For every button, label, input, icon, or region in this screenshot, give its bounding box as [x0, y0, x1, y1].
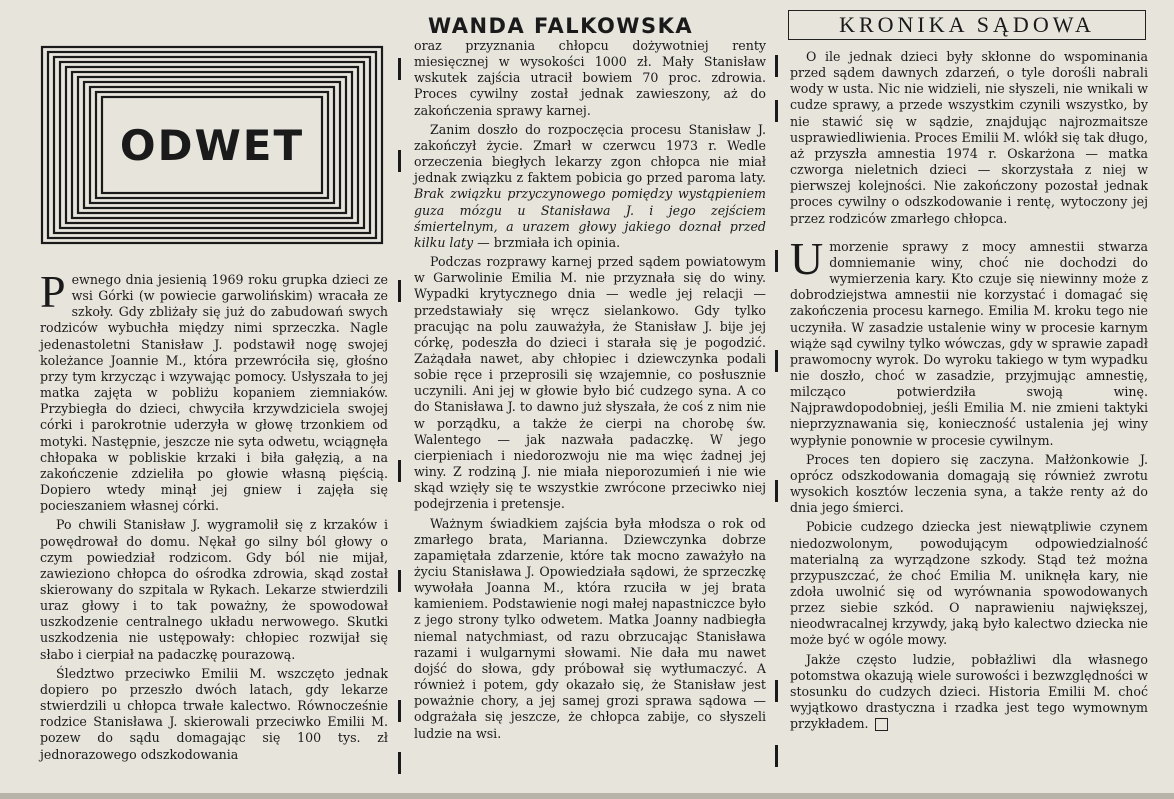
end-mark-icon [875, 718, 888, 731]
drop-cap: P [40, 266, 66, 317]
divider-bar [775, 480, 778, 502]
paragraph-text: ewnego dnia jesienią 1969 roku grupka dzieci ze wsi Górki (w powiecie garwolińskim) wracała ze szkoły. Gdy zbliżały się już do zabudowań swych rodziców wybuchła między nimi sprzeczka. Nagle jedenastoletni Stanisław J. podstawił nogę swojej koleżance Joannie M., która przewróciła się, głośno przy tym krzycząc i wzywając pomocy. Usłyszała to jej matka zajęta w pobliżu kopaniem ziemniaków. Przybiegła do dzieci, chwyciła krzywdziciela swojej córki i parokrotnie uderzyła w głowę trzonkiem od motyki. Następnie, jeszcze nie syta odwetu, wciągnęła chłopaka w pobliskie krzaki i biła gałęzią, a na zakończenie zdzieliła po głowie własną pięścią. Dopiero wtedy minął jej gniew i zajęła się pocieszaniem własnej córki. [40, 272, 388, 514]
divider-bar [398, 752, 401, 774]
paragraph: Po chwili Stanisław J. wygramolił się z krzaków i powędrował do domu. Nękał go silny ból głowy o czym powiedział rodzicom. Gdy ból nie mijał, zawieziono chłopca do ośrodka zdrowia, skąd został skierowany do szpitala w Rykach. Lekarze stwierdzili uraz głowy i to tak poważny, że spowodował uszkodzenie centralnego układu nerwowego. Skutki uszkodzenia nie ustępowały: chłopiec rozwijał się słabo i cierpiał na padaczkę pourazową. [40, 517, 388, 662]
divider-bar [398, 700, 401, 722]
paragraph: Podczas rozprawy karnej przed sądem powiatowym w Garwolinie Emilia M. nie przyznała się do winy. Wypadki krytycznego dnia — wedle jej relacji — przedstawiały się wręcz sielankowo. Gdy tylko pracując na polu zauważyła, że Stanisław J. bije jej córkę, podeszła do dzieci i starała się je pogodzić. Zażądała nawet, aby chłopiec i dziewczynka podali sobie ręce i przeprosili się wzajemnie, co posłusznie uczynili. Ani jej w głowie było bić cudzego syna. A co do Stanisława J. to dawno już słyszała, że coś z nim nie w porządku, a także że cierpi na chorobę św. Walentego — jak nazwała padaczkę. W jego cierpieniach i niedorozwoju nie ma więc żadnej jej winy. Z rodziną J. nie miała nieporozumień i nie wie skąd wzięły się te wszystkie zwrócone przeciwko niej podejrzenia i pretensje. [414, 254, 766, 512]
divider-bar [398, 280, 401, 302]
divider-bar [775, 745, 778, 767]
paragraph-text: morzenie sprawy z mocy amnestii stwarza domniemanie winy, choć nie dochodzi do wymierzenia kary. Kto czuje się niewinny może z dobrodziejstwa amnestii nie korzystać i domagać się zakończenia procesu karnego. Emilia M. kroku tego nie uczyniła. W zasadzie ustalenie winy w procesie karnym wiąże sąd cywilny tylko wówczas, gdy w sprawie zapadł prawomocny wyrok. Do wyroku takiego w tym wypadku nie doszło, choć w zasadzie, przyjmując amnestię, milcząco potwierdziła swoją winę. Najprawdopodobniej, jeśli Emilia M. nie zmieni taktyki nieprzyznawania się, konieczność ustalenia jej winy wypłynie ponownie w procesie cywilnym. [790, 238, 1148, 448]
paragraph-text: Zanim doszło do rozpoczęcia procesu Stanisław J. zakończył życie. Zmarł w czerwcu 1973 r. Wedle orzeczenia biegłych lekarzy zgon chłopca nie miał jednak związku z faktem pobicia go przed paroma laty. [414, 121, 766, 186]
drop-cap: U [790, 232, 824, 284]
paragraph [40, 266, 388, 514]
divider-bar [398, 58, 401, 80]
title-graphic [40, 45, 384, 245]
paragraph-text: Jakże często ludzie, pobłażliwi dla własnego potomstwa okazują wiele surowości i bezwzględności w stosunku do cudzych dzieci. Historia Emilii M. choć wyjątkowo drastyczna i rzadka jest tego wymownym przykładem. [790, 651, 1148, 732]
text-column-3 [790, 49, 1148, 732]
paragraph: Ważnym świadkiem zajścia była młodsza o rok od zmarłego brata, Marianna. Dziewczynka dobrze zapamiętała zdarzenie, które tak mocno zaważyło na życiu Stanisława J. Opowiedziała sądowi, że sprzeczkę wywołała Joanna M., która rzuciła w jej brata kamieniem. Podstawienie nogi małej napastniczce było z jego strony tylko odwetem. Matka Joanny nadbiegła niemal natychmiast, od razu obrzucając Stanisława razami i wulgarnymi słowami. Nie dała mu nawet dojść do słowa, gdy próbował się wytłumaczyć. A również i potem, gdy okazało się, że Stanisław jest poważnie chory, a jej samej grozi sprawa sądowa — odgrażała się jeszcze, że chłopca zabije, co słyszeli ludzie na wsi. [414, 515, 766, 741]
divider-bar [398, 570, 401, 592]
article-title: ODWET [119, 121, 305, 170]
author-name: WANDA FALKOWSKA [428, 14, 694, 38]
paragraph: Pobicie cudzego dziecka jest niewątpliwie czynem niedozwolonym, powodującym odpowiedzialność materialną za wyrządzone szkody. Stąd też można przypuszczać, że choć Emilia M. uniknęła kary, nie zdoła uwolnić się od wyrównania spowodowanych przez siebie szkód. O naprawieniu największej, nieodwracalnej krzywdy, jaką było kalectwo dziecka nie może być w ogóle mowy. [790, 519, 1148, 648]
section-heading: KRONIKA SĄDOWA [788, 10, 1146, 40]
divider-bar [775, 100, 778, 122]
paragraph: oraz przyznania chłopcu dożywotniej renty miesięcznej w wysokości 1000 zł. Mały Stanisław wskutek zajścia utracił bowiem 70 proc. zdrowia. Proces cywilny został jednak zawieszony, aż do zakończenia sprawy karnej. [414, 38, 766, 118]
divider-bar [775, 250, 778, 272]
paragraph: Śledztwo przeciwko Emilii M. wszczęto jednak dopiero po przeszło dwóch latach, gdy lekarze stwierdzili u chłopca trwałe kalectwo. Równocześnie rodzice Stanisława J. skierowali przeciwko Emilii M. pozew do sądu domagając się 100 tys. zł jednorazowego odszkodowania [40, 665, 388, 762]
paragraph: Proces ten dopiero się zaczyna. Małżonkowie J. oprócz odszkodowania domagają się również zwrotu wysokich kosztów leczenia syna, a także renty aż do dnia jego śmierci. [790, 451, 1148, 516]
divider-bar [775, 55, 778, 77]
divider-bar [398, 460, 401, 482]
paragraph [790, 652, 1148, 733]
quoted-opinion: Brak związku przyczynowego pomiędzy wystąpieniem guza mózgu u Stanisława J. i jego zejściem śmiertelnym, a urazem głowy jakiego doznał przed kilku laty [414, 186, 766, 250]
divider-bar [398, 150, 401, 172]
paragraph [414, 122, 766, 251]
text-column-1 [40, 266, 388, 763]
text-column-2 [414, 38, 766, 742]
paragraph: O ile jednak dzieci były skłonne do wspominania przed sądem dawnych zdarzeń, o tyle dorośli nabrali wody w usta. Nic nie widzieli, nie słyszeli, nie wnikali w cudze sprawy, a przede wszystkim czynili wszystko, by nie stawić się w sądzie, znajdując najrozmaitsze usprawiedliwienia. Proces Emilii M. wlókł się tak długo, aż przyszła amnestia 1974 r. Oskarżona — matka czworga nieletnich dzieci — skorzystała z niej w pierwszej kolejności. Nie zakończony pozostał jednak proces cywilny o odszkodowanie i rentę, wytoczony jej przez rodziców zmarłego chłopca. [790, 49, 1148, 226]
paragraph [790, 232, 1148, 449]
paragraph-text: — brzmiała ich opinia. [477, 234, 621, 250]
page-bottom-edge [0, 793, 1174, 799]
divider-bar [775, 350, 778, 372]
divider-bar [775, 680, 778, 702]
